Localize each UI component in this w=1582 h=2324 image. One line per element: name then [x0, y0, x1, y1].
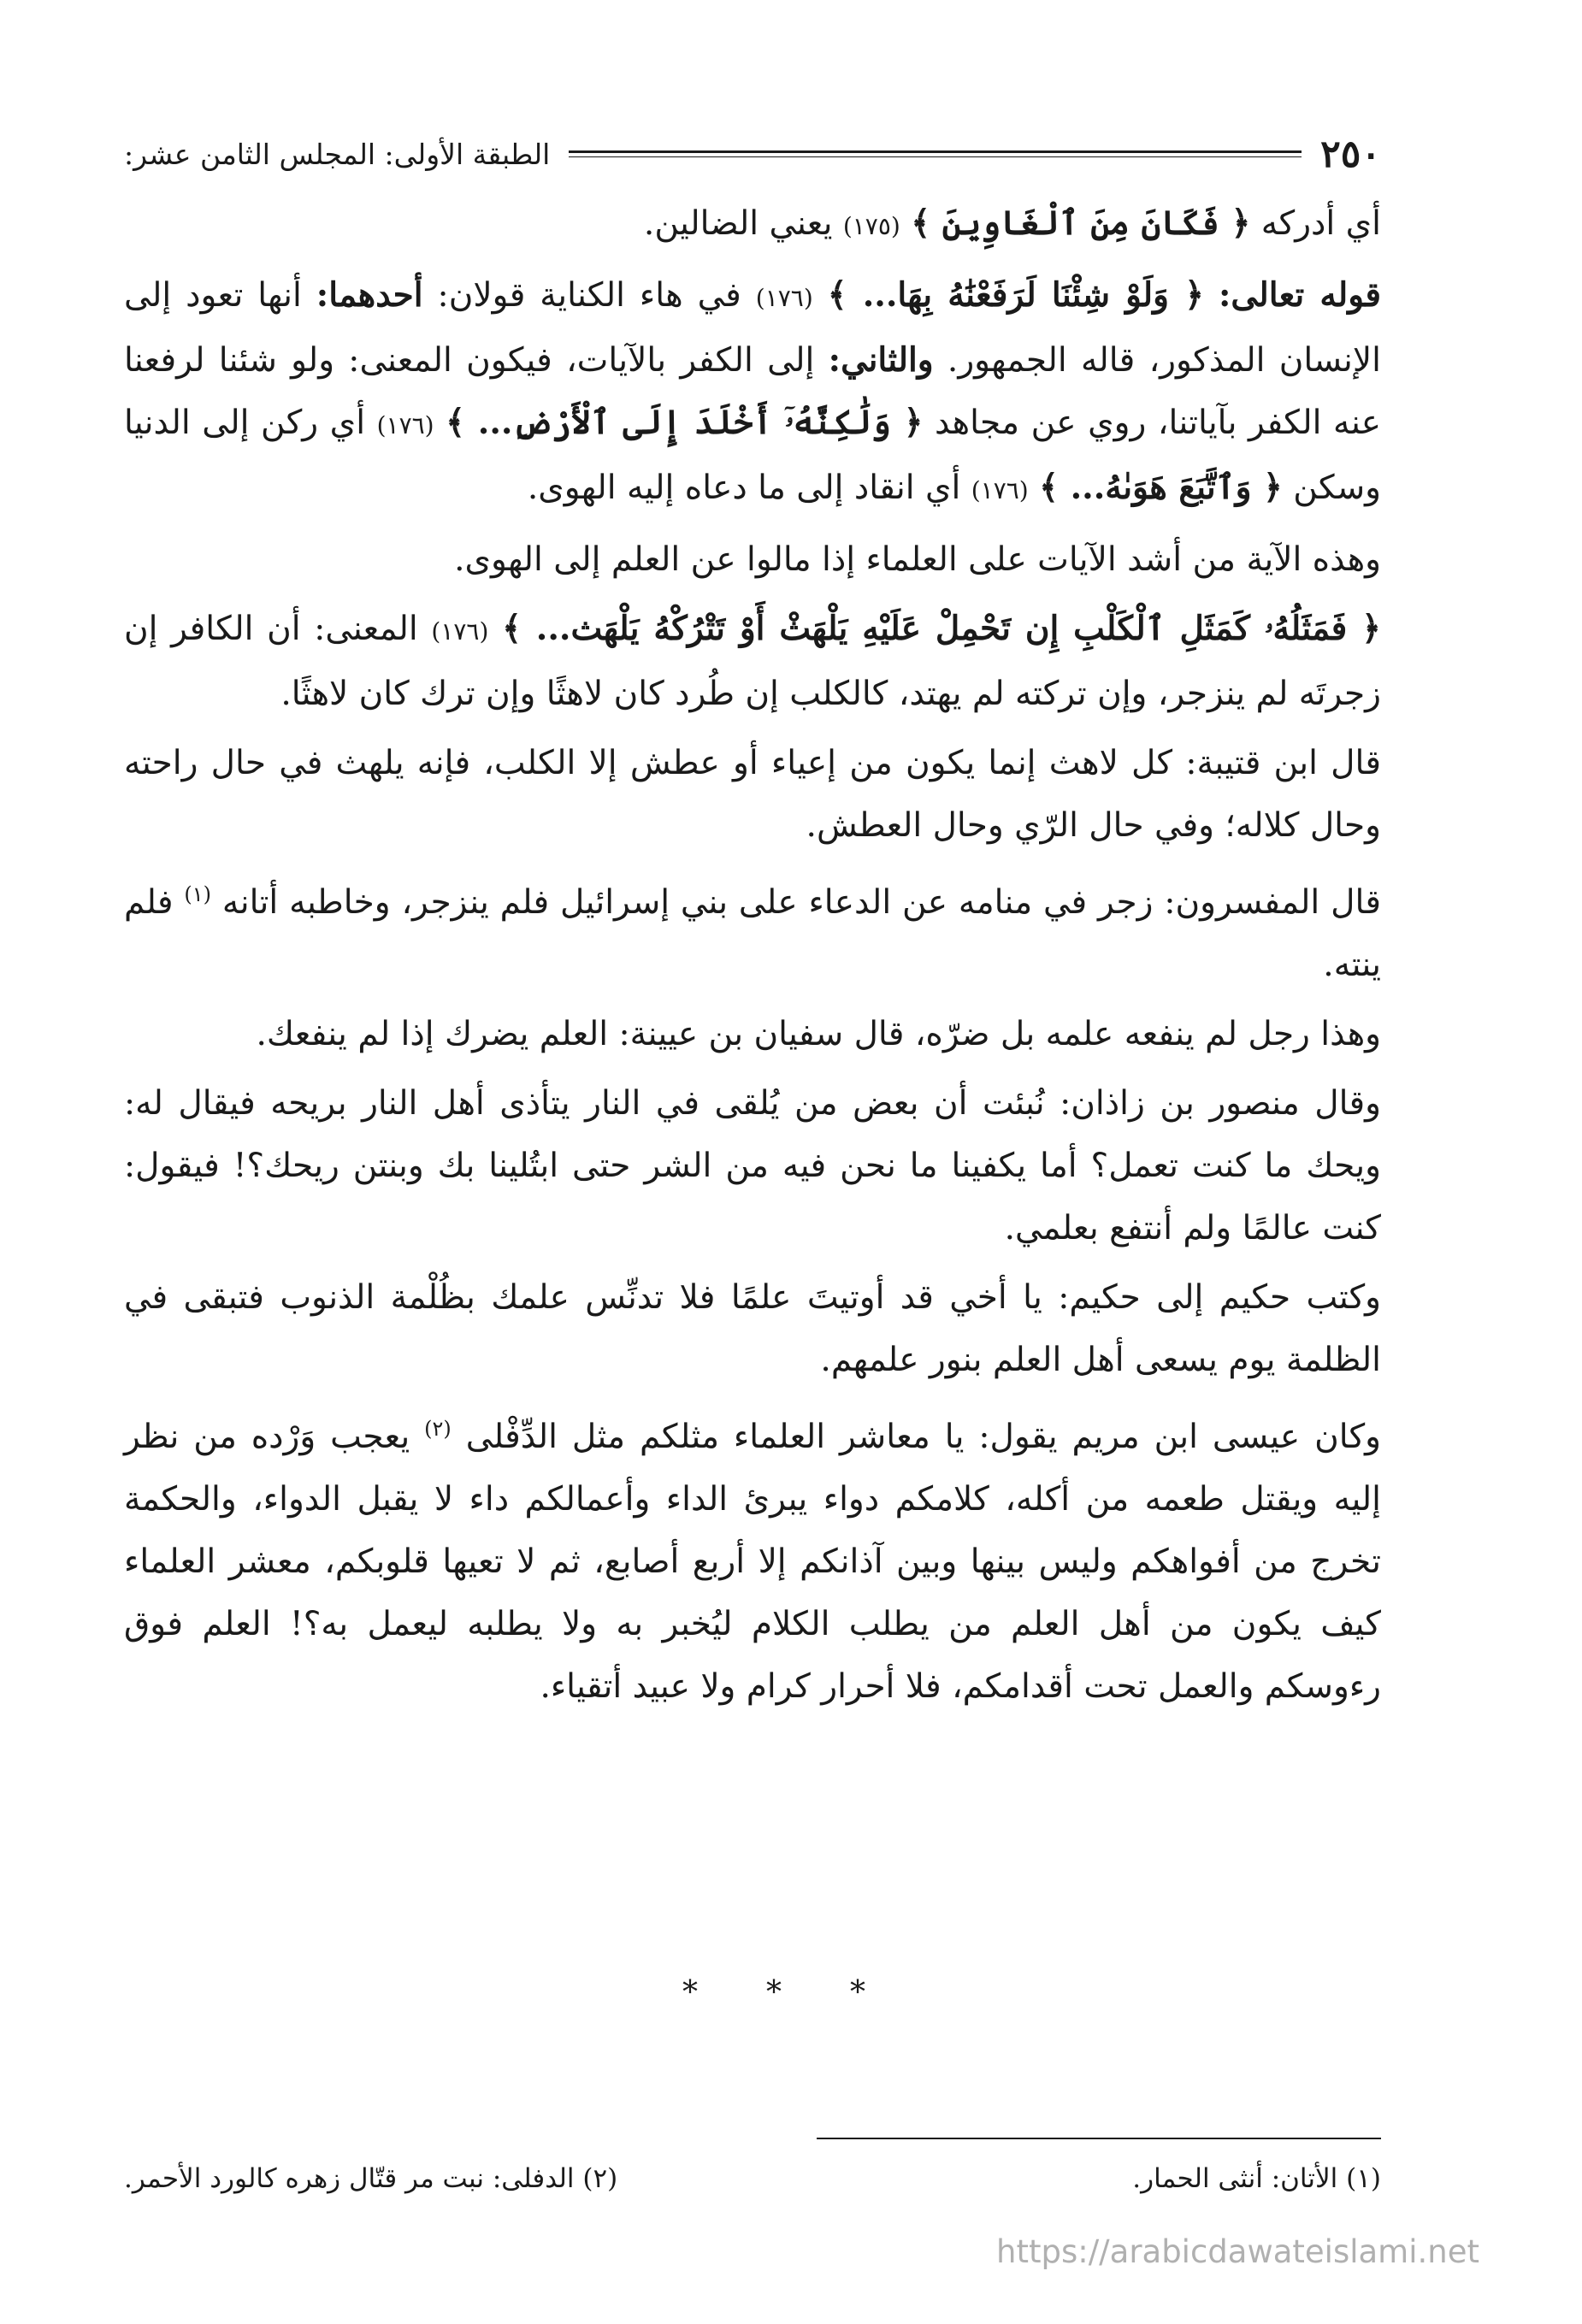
paragraph-9: وكتب حكيم إلى حكيم: يا أخي قد أوتيتَ علمًا فلا تدنِّس علمك بظُلْمة الذنوب فتبقى في الظلمة يوم يسعى أهل العلم بنور علمهم.	[124, 1278, 1381, 1379]
watermark-url: https://arabicdawateislami.net	[996, 2233, 1479, 2270]
header-rule	[569, 150, 1302, 157]
text: يعني الضالين.	[643, 204, 843, 243]
text: المعنى: أن الكافر إن زجرتَه لم ينزجر، وإن تركته لم يهتد، كالكلب إن طُرد كان لاهثًا وإن ترك كان لاهثًا.	[124, 610, 1381, 713]
separator-star: *	[850, 1975, 900, 2010]
paragraph-4	[124, 598, 1381, 725]
verse-number: (١٧٦)	[376, 411, 434, 439]
paragraph-2	[124, 264, 1381, 522]
paragraph-7: وهذا رجل لم ينفعه علمه بل ضرّه، قال سفيان بن عيينة: العلم يضرك إذا لم ينفعك.	[256, 1015, 1381, 1053]
footnote-1: (١) الأتان: أنثى الحمار.	[1132, 2163, 1381, 2194]
verse-number: (١٧٦)	[755, 284, 813, 312]
quran-verse: ﴿ وَلَوْ شِئْنَا لَرَفَعْنَٰهُ بِهَا... ﴾	[827, 275, 1204, 315]
text: قال المفسرون: زجر في منامه عن الدعاء على بني إسرائيل فلم ينزجر، وخاطبه أتانه	[211, 883, 1381, 922]
text: وكان عيسى ابن مريم يقول: يا معاشر العلماء مثلكم مثل الدِّفْلى	[451, 1418, 1382, 1456]
paragraph-8: وقال منصور بن زاذان: نُبئت أن بعض من يُلقى في النار يتأذى أهل النار بريحه فيقال له: ويحك ما كنت تعمل؟ أما يكفينا ما نحن فيه من الشر حتى ابتُلينا بك وبنتن ريحك؟! فيقول: كنت عالمًا ولم أنتفع بعلمي.	[124, 1084, 1381, 1248]
text: في هاء الكناية قولان:	[422, 276, 756, 315]
text: فلم ينته.	[124, 883, 1381, 984]
paragraph-5: قال ابن قتيبة: كل لاهث إنما يكون من إعياء أو عطش إلا الكلب، فإنه يلهث في حال راحته وحال كلاله؛ وفي حال الرّي وحال العطش.	[124, 744, 1381, 845]
paragraph-10	[124, 1398, 1381, 1718]
separator-star: *	[766, 1975, 816, 2010]
separator-star: *	[682, 1975, 732, 2010]
text: يعجب وَرْده من نظر إليه ويقتل طعمه من أكله، كلامكم دواء يبرئ الداء وأعمالكم داء لا يقبل الدواء، والحكمة تخرج من أفواهكم وليس بينها وبين آذانكم إلا أربع أصابع، ثم لا تعيها قلوبكم، معشر العلماء كيف يكون من أهل العلم من يطلب الكلام ليُخبر به ولا يطلبه ليعمل به؟! العلم فوق رءوسكم والعمل تحت أقدامكم، فلا أحرار كرام ولا عبيد أتقياء.	[124, 1418, 1381, 1706]
paragraph-3: وهذه الآية من أشد الآيات على العلماء إذا مالوا عن العلم إلى الهوى.	[454, 540, 1381, 579]
text: إلى الكفر بالآيات، فيكون المعنى: ولو شئنا لرفعنا عنه الكفر بآياتنا، روي عن مجاهد	[124, 341, 1381, 442]
paragraph-1	[124, 192, 1381, 257]
quran-verse: ﴿ وَلَٰكِنَّهُۥٓ أَخْلَدَ إِلَى ٱلْأَرْضِ... ﴾	[446, 403, 924, 442]
footnote-ref: (١)	[184, 882, 212, 906]
opinion-label-first: أحدهما:	[316, 275, 423, 315]
verse-number: (١٧٥)	[842, 212, 900, 240]
footnotes	[124, 2163, 1381, 2194]
header-title: الطبقة الأولى: المجلس الثامن عشر:	[124, 137, 551, 171]
verse-number: (١٧٦)	[431, 617, 489, 646]
body-text	[124, 192, 1381, 1725]
running-header	[124, 128, 1381, 180]
footnote-ref: (٢)	[424, 1417, 452, 1441]
section-separator	[0, 1975, 1582, 2010]
quran-verse: ﴿ فَمَثَلُهُۥ كَمَثَلِ ٱلْكَلْبِ إِن تَحْمِلْ عَلَيْهِ يَلْهَثْ أَوْ تَتْرُكْهُ يَلْهَث... ﴾	[502, 609, 1381, 648]
text: أي ركن إلى الدنيا وسكن	[124, 404, 1381, 507]
text: أنها تعود إلى الإنسان المذكور، قاله الجمهور.	[124, 276, 1381, 380]
text: أي انقاد إلى ما دعاه إليه الهوى.	[527, 469, 971, 507]
quran-verse: ﴿ فَكَانَ مِنَ ٱلْغَاوِينَ ﴾	[911, 203, 1251, 243]
paragraph-6	[124, 864, 1381, 996]
page-number: ٢٥٠	[1320, 132, 1381, 176]
opinion-label-second: والثاني:	[828, 340, 934, 380]
quran-verse: ﴿ وَٱتَّبَعَ هَوَىٰهُ... ﴾	[1039, 468, 1283, 507]
footnote-2: (٢) الدفلى: نبت مر قتّال زهره كالورد الأحمر.	[124, 2163, 618, 2194]
section-lead: قوله تعالى:	[1218, 275, 1381, 315]
verse-number: (١٧٦)	[971, 476, 1029, 504]
footnote-rule	[817, 2138, 1381, 2139]
text: أي أدركه	[1250, 204, 1381, 243]
